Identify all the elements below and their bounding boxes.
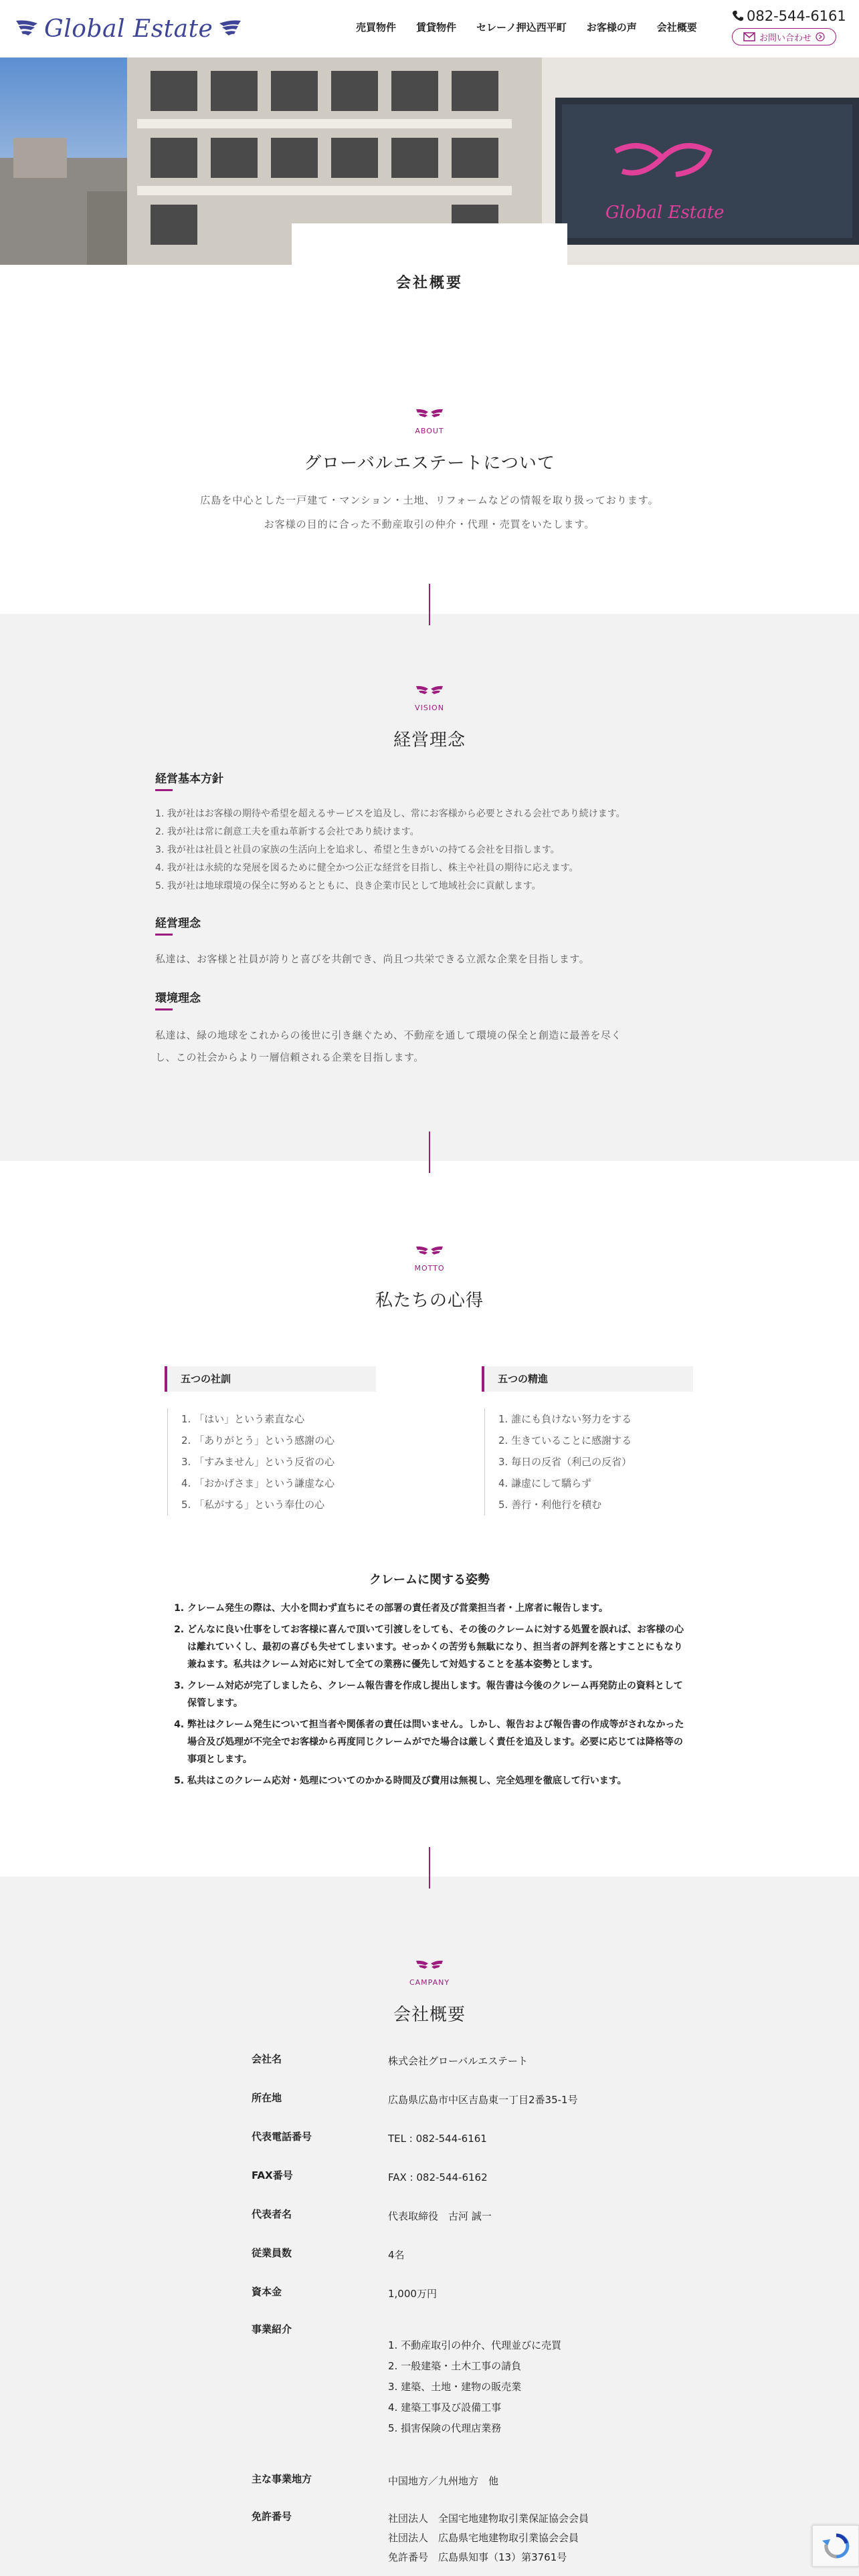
phone-icon [732,10,744,22]
row-label: 代表者名 [252,2208,292,2220]
company-row [252,2246,626,2265]
philosophy-text: 私達は、お客様と社員が誇りと喜びを共創でき、尚且つ共栄できる立派な企業を目指します。 [155,953,590,965]
row-value: TEL : 082-544-6161 [388,2133,487,2145]
list-item: 3. 毎日の反省（利己の反省） [498,1456,632,1468]
phone-number-text: 082-544-6161 [747,8,846,24]
list-item: 3. 建築、土地・建物の販売業 [388,2381,522,2393]
list-item: 5. 我が社は地球環境の保全に努めるとともに、良き企業市民として地域社会に貢献します。 [155,881,541,891]
about-title: グローバルエステートについて [304,453,555,473]
row-label: 免許番号 [252,2510,292,2523]
company-row [252,2129,626,2149]
claim-title: クレームに関する姿勢 [369,1573,490,1587]
env-text [155,1025,704,1069]
list-item: 4. 謙虚にして驕らず [498,1477,592,1489]
contact-button[interactable] [732,28,836,45]
list-item: 1. 不動産取引の仲介、代理並びに売買 [388,2339,562,2351]
company-row [252,2284,626,2304]
page-title: 会社概要 [395,275,463,292]
about-text-2: お客様の目的に合った不動産取引の仲介・代理・売買をいたします。 [264,518,595,530]
five-precepts-list [167,1408,368,1515]
company-row [252,2168,626,2187]
row-label: 所在地 [252,2092,282,2104]
list-item: 1. 誰にも負けない努力をする [498,1413,632,1425]
vision-en: VISION [415,704,444,712]
logo-text: Global Estate [44,15,213,43]
recaptcha-icon [813,2526,859,2567]
row-label: FAX番号 [252,2169,293,2181]
nav-rent[interactable]: 賃貸物件 [416,21,457,33]
row-label: 従業員数 [252,2247,292,2259]
recaptcha-badge[interactable] [812,2525,859,2567]
contact-button-label: お問い合わせ [759,33,812,43]
wings-left-icon [13,17,40,41]
list-item: 2. 一般建築・土木工事の請負 [388,2360,522,2372]
company-row [252,2090,626,2110]
list-item: 4. 建築工事及び設備工事 [388,2401,502,2413]
wings-icon [415,685,444,697]
sign-text: Global Estate [605,203,725,223]
row-label: 事業紹介 [252,2323,292,2335]
env-title: 環境理念 [155,992,201,1005]
list-item: 2. 「ありがとう」という感謝の心 [181,1434,335,1446]
env-line-2: し、この社会からより一層信頼される企業を目指します。 [155,1051,424,1063]
row-label: 主な事業地方 [252,2473,312,2485]
company-row-area [252,2472,626,2491]
row-value: FAX : 082-544-6162 [388,2171,488,2183]
nav-sereno[interactable]: セレーノ押込西平町 [476,21,567,33]
divider-line [429,584,430,625]
claim-item: 4. 弊社はクレーム発生について担当者や関係者の責任は問いません。しかし、報告および報告書の作成等がされなかった場合及び処理が不完全でお客様から再度同じクレームがでた場合は厳しく責任を追及します。必要に応じては降格等の事項とします。 [187,1716,689,1768]
claim-item: 2. どんなに良い仕事をしてお客様に喜んで頂いて引渡しをしても、その後のクレームに対する処置を誤れば、お客様の心は離れていくし、最初の喜びも失せてしまいます。せっかくの苦労も無駄になり、担当者の評判を落とすことにもなり兼ねます。私共はクレーム対応に対して全ての業務に優先して対処することを基本姿勢とします。 [187,1621,689,1673]
wings-icon [415,1959,444,1971]
company-row [252,2207,626,2226]
list-item: 3. 「すみません」という反省の心 [181,1456,335,1468]
mail-icon [743,32,755,41]
row-value: 広島県広島市中区吉島東一丁目2番35-1号 [388,2094,578,2106]
arrow-right-icon [816,32,825,41]
basic-policy-list [155,805,704,895]
heading-bar [155,1008,173,1010]
row-value: 株式会社グローバルエステート [388,2055,528,2067]
heading-bar [155,934,173,936]
nav-voice[interactable]: お客様の声 [586,21,637,33]
site-header [0,0,859,58]
company-row [252,2052,626,2071]
divider-line [429,1132,430,1173]
list-item: 免許番号 広島県知事（13）第3761号 [388,2551,567,2563]
about-text-1: 広島を中心とした一戸建て・マンション・土地、リフォームなどの情報を取り扱っております。 [200,494,659,506]
nav-company[interactable]: 会社概要 [656,21,697,33]
list-item: 4. 「おかげさま」という謙虚な心 [181,1477,335,1489]
motto-title: 私たちの心得 [375,1291,484,1311]
vision-title: 経営理念 [393,730,466,750]
nav-sale[interactable]: 売買物件 [356,21,397,33]
list-item: 5. 損害保険の代理店業務 [388,2422,502,2434]
divider-line [429,1847,430,1889]
phone-number[interactable] [732,8,846,24]
list-item: 3. 我が社は社員と社員の家族の生活向上を追求し、希望と生きがいの持てる会社を目指します。 [155,845,560,855]
list-item: 社団法人 広島県宅地建物取引業協会会員 [388,2532,579,2544]
heading-bar [155,789,173,791]
row-value: 4名 [388,2249,405,2261]
company-title: 会社概要 [393,2005,466,2025]
row-value: 代表取締役 古河 誠一 [388,2210,492,2222]
list-item: 4. 我が社は永続的な発展を図るために健全かつ公正な経営を目指し、株主や社員の期待に応えます。 [155,863,579,873]
main-nav [356,20,717,34]
claim-item: 1. クレーム発生の際は、大小を問わず直ちにその部署の責任者及び営業担当者・上席者に報告します。 [187,1600,689,1617]
list-item: 5. 善行・利他行を積む [498,1499,602,1511]
five-efforts-title: 五つの精進 [482,1366,693,1392]
row-value: 中国地方／九州地方 他 [388,2475,499,2487]
claim-item: 3. クレーム対応が完了しましたら、クレーム報告書を作成し提出します。報告書は今後のクレーム再発防止の資料として保管します。 [187,1677,689,1712]
env-line-1: 私達は、緑の地球をこれからの後世に引き継ぐため、不動産を通して環境の保全と創造に最善を尽く [155,1029,622,1041]
list-item: 1. 我が社はお客様の期待や希望を超えるサービスを追及し、常にお客様から必要とされる会社であり続けます。 [155,809,626,819]
philosophy-title: 経営理念 [155,917,201,930]
list-item: 5. 「私がする」という奉仕の心 [181,1499,325,1511]
motto-en: MOTTO [414,1264,445,1273]
list-item: 2. 生きていることに感謝する [498,1434,632,1446]
row-value: 1,000万円 [388,2288,437,2300]
list-item: 社団法人 全国宅地建物取引業保証協会会員 [388,2512,589,2525]
wings-icon [415,1245,444,1257]
company-en: CAMPANY [409,1978,450,1987]
basic-policy-title: 経営基本方針 [155,772,223,786]
license-list [388,2509,626,2567]
company-row-business [252,2322,626,2439]
row-label: 会社名 [252,2053,282,2065]
wings-right-icon [217,17,244,41]
five-precepts-title: 五つの社訓 [165,1366,376,1392]
wings-icon [415,408,444,420]
claim-list [175,1600,689,1794]
list-item: 2. 我が社は常に創意工夫を重ね革新する会社であり続けます。 [155,827,419,837]
company-row-license [252,2509,626,2567]
business-list [388,2322,626,2439]
list-item: 1. 「はい」という素直な心 [181,1413,305,1425]
about-en: ABOUT [415,427,444,435]
logo[interactable] [13,15,244,43]
five-efforts-list [484,1408,685,1515]
claim-item: 5. 私共はこのクレーム応対・処理についてのかかる時間及び費用は無視し、完全処理を徹底して行います。 [187,1772,689,1790]
row-label: 代表電話番号 [252,2131,312,2143]
row-label: 資本金 [252,2286,282,2298]
